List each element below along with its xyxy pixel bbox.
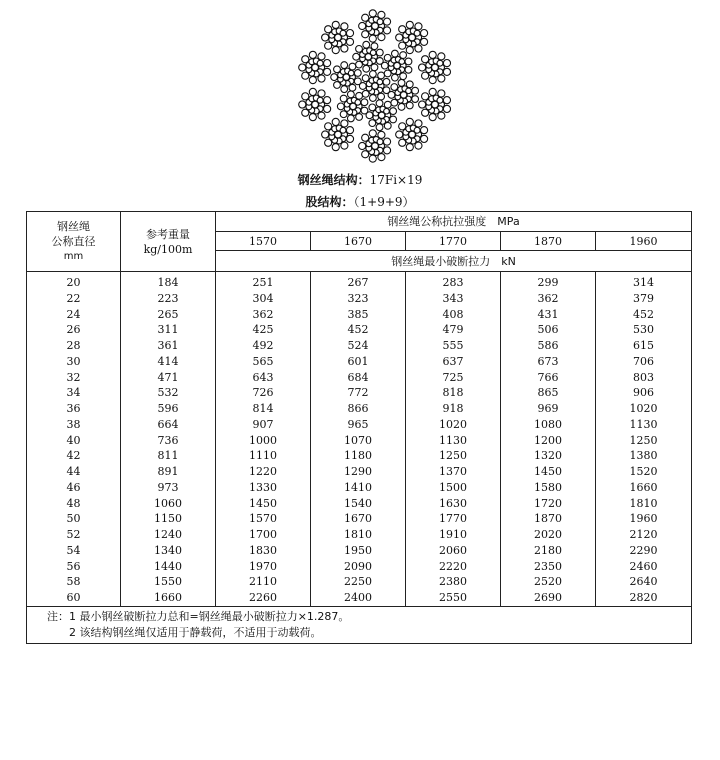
table-cell: 1700: [216, 527, 311, 543]
rope-structure-label: 钢丝绳结构：: [297, 173, 370, 187]
table-cell: 1240: [121, 527, 216, 543]
table-cell: 524: [311, 338, 406, 354]
table-cell: 414: [121, 354, 216, 370]
table-cell: 1670: [311, 511, 406, 527]
table-cell: 267: [311, 272, 406, 291]
table-cell: 601: [311, 354, 406, 370]
table-cell: 907: [216, 417, 311, 433]
table-row: [27, 480, 692, 496]
table-cell: 40: [27, 433, 121, 449]
table-cell: 2290: [596, 543, 692, 559]
table-cell: 2400: [311, 590, 406, 606]
table-cell: 362: [216, 307, 311, 323]
header-diameter-line1: 钢丝绳: [57, 220, 90, 233]
table-cell: 479: [406, 322, 501, 338]
table-cell: 1000: [216, 433, 311, 449]
table-cell: 265: [121, 307, 216, 323]
table-cell: 223: [121, 291, 216, 307]
table-cell: 1870: [501, 511, 596, 527]
table-cell: 283: [406, 272, 501, 291]
table-cell: 314: [596, 272, 692, 291]
table-cell: 1440: [121, 559, 216, 575]
table-cell: 725: [406, 370, 501, 386]
table-cell: 24: [27, 307, 121, 323]
table-row: [27, 338, 692, 354]
header-weight-line1: 参考重量: [146, 227, 190, 241]
table-cell: 2020: [501, 527, 596, 543]
table-cell: 1580: [501, 480, 596, 496]
table-cell: 32: [27, 370, 121, 386]
table-cell: 766: [501, 370, 596, 386]
table-row: [27, 307, 692, 323]
table-cell: 50: [27, 511, 121, 527]
table-cell: 1220: [216, 464, 311, 480]
table-cell: 36: [27, 401, 121, 417]
table-cell: 2690: [501, 590, 596, 606]
table-cell: 22: [27, 291, 121, 307]
table-cell: 532: [121, 385, 216, 401]
table-cell: 452: [311, 322, 406, 338]
table-cell: 1150: [121, 511, 216, 527]
table-cell: 596: [121, 401, 216, 417]
table-cell: 772: [311, 385, 406, 401]
table-cell: 2460: [596, 559, 692, 575]
table-cell: 2350: [501, 559, 596, 575]
table-cell: 30: [27, 354, 121, 370]
table-cell: 2120: [596, 527, 692, 543]
table-cell: 818: [406, 385, 501, 401]
header-strength-title: 钢丝绳公称抗拉强度 MPa: [216, 212, 692, 232]
table-cell: 48: [27, 496, 121, 512]
table-row: [27, 385, 692, 401]
table-cell: 1410: [311, 480, 406, 496]
table-row: [27, 291, 692, 307]
table-cell: 726: [216, 385, 311, 401]
table-cell: 471: [121, 370, 216, 386]
note-1: 注：1 最小钢丝破断拉力总和=钢丝绳最小破断拉力×1.287。: [47, 609, 350, 623]
table-cell: 452: [596, 307, 692, 323]
table-cell: 34: [27, 385, 121, 401]
table-row: [27, 511, 692, 527]
table-row: [27, 272, 692, 291]
table-cell: 2820: [596, 590, 692, 606]
table-cell: 299: [501, 272, 596, 291]
table-cell: 2380: [406, 574, 501, 590]
table-cell: 1450: [501, 464, 596, 480]
table-cell: 1250: [596, 433, 692, 449]
table-cell: 2520: [501, 574, 596, 590]
grade-cell: 1670: [311, 232, 406, 251]
table-cell: 304: [216, 291, 311, 307]
table-cell: 906: [596, 385, 692, 401]
table-cell: 408: [406, 307, 501, 323]
table-cell: 1130: [406, 433, 501, 449]
table-row: [27, 590, 692, 606]
rope-structure-value: 17Fi×19: [369, 173, 423, 187]
table-cell: 1630: [406, 496, 501, 512]
table-row: [27, 559, 692, 575]
table-cell: 506: [501, 322, 596, 338]
table-cell: 28: [27, 338, 121, 354]
table-cell: 26: [27, 322, 121, 338]
table-cell: 1320: [501, 448, 596, 464]
table-cell: 251: [216, 272, 311, 291]
table-cell: 865: [501, 385, 596, 401]
table-cell: 1020: [596, 401, 692, 417]
table-row: [27, 354, 692, 370]
table-cell: 1550: [121, 574, 216, 590]
table-cell: 2060: [406, 543, 501, 559]
table-cell: 1910: [406, 527, 501, 543]
strand-structure-label: 股结构：: [305, 195, 354, 209]
table-cell: 1660: [596, 480, 692, 496]
table-cell: 323: [311, 291, 406, 307]
table-cell: 42: [27, 448, 121, 464]
table-row: [27, 417, 692, 433]
table-cell: 184: [121, 272, 216, 291]
table-cell: 431: [501, 307, 596, 323]
grade-cell: 1570: [216, 232, 311, 251]
table-cell: 1810: [311, 527, 406, 543]
table-cell: 1520: [596, 464, 692, 480]
table-cell: 2220: [406, 559, 501, 575]
table-cell: 1450: [216, 496, 311, 512]
table-cell: 664: [121, 417, 216, 433]
table-cell: 1830: [216, 543, 311, 559]
table-cell: 637: [406, 354, 501, 370]
table-notes: [27, 606, 692, 643]
table-cell: 1250: [406, 448, 501, 464]
strand-structure-caption: [0, 193, 720, 210]
table-cell: 1110: [216, 448, 311, 464]
table-row: [27, 448, 692, 464]
table-cell: 969: [501, 401, 596, 417]
table-cell: 811: [121, 448, 216, 464]
header-diameter-unit: mm: [63, 251, 84, 262]
table-cell: 1380: [596, 448, 692, 464]
header-weight: [121, 212, 216, 272]
table-cell: 866: [311, 401, 406, 417]
table-cell: 684: [311, 370, 406, 386]
table-cell: 1290: [311, 464, 406, 480]
breaking-force-table: [26, 211, 692, 644]
rope-cross-section-icon: [290, 6, 460, 166]
table-cell: 1060: [121, 496, 216, 512]
table-cell: 343: [406, 291, 501, 307]
table-cell: 1950: [311, 543, 406, 559]
table-cell: 20: [27, 272, 121, 291]
table-cell: 1330: [216, 480, 311, 496]
table-cell: 814: [216, 401, 311, 417]
table-cell: 1340: [121, 543, 216, 559]
note-2: 2 该结构钢丝绳仅适用于静载荷，不适用于动载荷。: [69, 625, 322, 639]
header-diameter-line2: 公称直径: [51, 235, 96, 248]
table-cell: 1130: [596, 417, 692, 433]
table-cell: 1020: [406, 417, 501, 433]
table-row: [27, 322, 692, 338]
grade-cell: 1870: [501, 232, 596, 251]
table-cell: 615: [596, 338, 692, 354]
table-cell: 1540: [311, 496, 406, 512]
table-cell: 1200: [501, 433, 596, 449]
table-cell: 54: [27, 543, 121, 559]
table-cell: 1370: [406, 464, 501, 480]
table-cell: 1960: [596, 511, 692, 527]
table-cell: 706: [596, 354, 692, 370]
table-cell: 2640: [596, 574, 692, 590]
table-cell: 1570: [216, 511, 311, 527]
table-cell: 38: [27, 417, 121, 433]
table-cell: 530: [596, 322, 692, 338]
table-cell: 1810: [596, 496, 692, 512]
table-cell: 385: [311, 307, 406, 323]
table-cell: 803: [596, 370, 692, 386]
rope-structure-caption: [0, 171, 720, 188]
table-cell: 56: [27, 559, 121, 575]
table-cell: 1660: [121, 590, 216, 606]
table-cell: 1770: [406, 511, 501, 527]
table-cell: 1180: [311, 448, 406, 464]
table-cell: 311: [121, 322, 216, 338]
table-row: [27, 543, 692, 559]
table-cell: 52: [27, 527, 121, 543]
table-cell: 60: [27, 590, 121, 606]
table-cell: 492: [216, 338, 311, 354]
table-cell: 918: [406, 401, 501, 417]
table-cell: 2180: [501, 543, 596, 559]
table-cell: 2260: [216, 590, 311, 606]
strand-structure-value: （1+9+9）: [353, 195, 415, 209]
table-cell: 2250: [311, 574, 406, 590]
table-cell: 1500: [406, 480, 501, 496]
header-diameter: [27, 212, 121, 272]
header-weight-unit: kg/100m: [143, 242, 193, 256]
grade-cell: 1960: [596, 232, 692, 251]
table-cell: 2550: [406, 590, 501, 606]
table-cell: 673: [501, 354, 596, 370]
table-cell: 555: [406, 338, 501, 354]
table-cell: 58: [27, 574, 121, 590]
header-force-title: 钢丝绳最小破断拉力 kN: [216, 251, 692, 272]
table-cell: 362: [501, 291, 596, 307]
table-row: [27, 464, 692, 480]
table-cell: 586: [501, 338, 596, 354]
table-cell: 1720: [501, 496, 596, 512]
table-cell: 891: [121, 464, 216, 480]
table-row: [27, 574, 692, 590]
table-row: [27, 370, 692, 386]
table-row: [27, 527, 692, 543]
table-cell: 46: [27, 480, 121, 496]
table-cell: 1080: [501, 417, 596, 433]
table-row: [27, 496, 692, 512]
table-cell: 643: [216, 370, 311, 386]
table-cell: 2110: [216, 574, 311, 590]
table-row: [27, 401, 692, 417]
table-cell: 965: [311, 417, 406, 433]
table-row: [27, 433, 692, 449]
table-cell: 361: [121, 338, 216, 354]
table-cell: 973: [121, 480, 216, 496]
table-cell: 1070: [311, 433, 406, 449]
table-cell: 425: [216, 322, 311, 338]
table-cell: 44: [27, 464, 121, 480]
table-cell: 736: [121, 433, 216, 449]
table-cell: 565: [216, 354, 311, 370]
grade-cell: 1770: [406, 232, 501, 251]
table-cell: 1970: [216, 559, 311, 575]
table-cell: 379: [596, 291, 692, 307]
table-cell: 2090: [311, 559, 406, 575]
